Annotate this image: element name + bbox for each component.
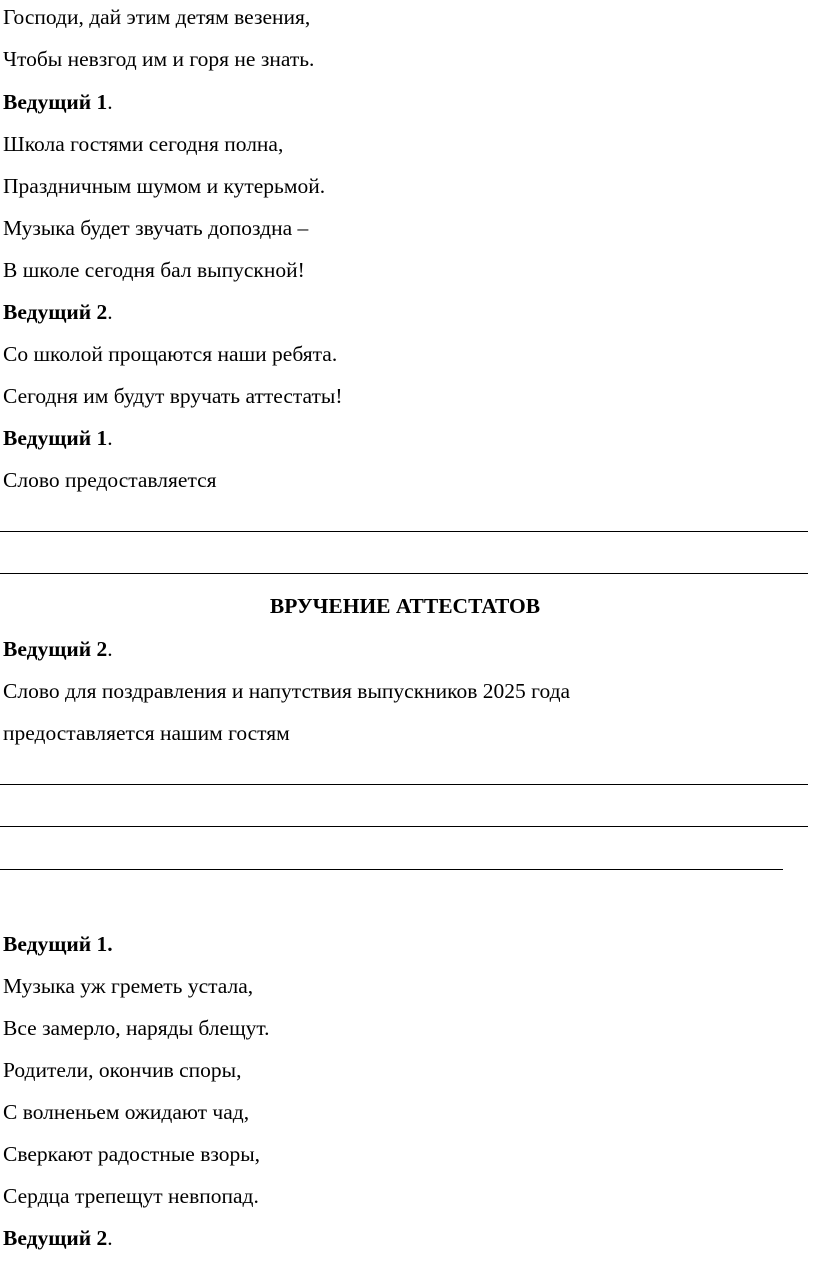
speaker-name: Ведущий 1 bbox=[3, 426, 108, 450]
text-line: Слово предоставляется bbox=[3, 468, 217, 492]
text-line: Музыка уж греметь устала, bbox=[3, 974, 254, 998]
text-line: Со школой прощаются наши ребята. bbox=[3, 342, 338, 366]
speaker-name: Ведущий 2 bbox=[3, 1226, 108, 1250]
text-line: предоставляется нашим гостям bbox=[3, 721, 290, 745]
speaker-name: Ведущий 2 bbox=[3, 637, 108, 661]
text-line: Все замерло, наряды блещут. bbox=[3, 1016, 270, 1040]
text-line: Школа гостями сегодня полна, bbox=[3, 132, 284, 156]
blank-line bbox=[0, 784, 808, 785]
speaker-label bbox=[3, 1225, 113, 1251]
text-line: С волненьем ожидают чад, bbox=[3, 1100, 250, 1124]
text-line: Музыка будет звучать допоздна – bbox=[3, 216, 309, 240]
blank-line bbox=[0, 573, 808, 574]
speaker-label bbox=[3, 636, 113, 662]
blank-line bbox=[0, 869, 783, 870]
speaker-punct: . bbox=[107, 1226, 113, 1250]
text-line: Чтобы невзгод им и горя не знать. bbox=[3, 47, 315, 71]
speaker-punct: . bbox=[107, 637, 113, 661]
blank-line bbox=[0, 826, 808, 827]
text-line: Сверкают радостные взоры, bbox=[3, 1142, 261, 1166]
text-line: Родители, окончив споры, bbox=[3, 1058, 242, 1082]
blank-line bbox=[0, 531, 808, 532]
speaker-label bbox=[3, 299, 113, 325]
text-line: Сердца трепещут невпопад. bbox=[3, 1184, 259, 1208]
text-line: В школе сегодня бал выпускной! bbox=[3, 258, 305, 282]
speaker-name: Ведущий 1 bbox=[3, 90, 108, 114]
speaker-punct: . bbox=[107, 300, 113, 324]
speaker-name: Ведущий 2 bbox=[3, 300, 108, 324]
section-heading: ВРУЧЕНИЕ АТТЕСТАТОВ bbox=[269, 594, 541, 618]
speaker-label bbox=[3, 89, 113, 115]
speaker-label bbox=[3, 425, 113, 451]
speaker-punct: . bbox=[107, 426, 113, 450]
text-line: Сегодня им будут вручать аттестаты! bbox=[3, 384, 343, 408]
speaker-label: Ведущий 1. bbox=[3, 932, 113, 956]
text-line: Слово для поздравления и напутствия выпускников 2025 года bbox=[3, 679, 571, 703]
speaker-punct: . bbox=[107, 90, 113, 114]
text-line: Праздничным шумом и кутерьмой. bbox=[3, 174, 326, 198]
text-line: Господи, дай этим детям везения, bbox=[3, 5, 311, 29]
